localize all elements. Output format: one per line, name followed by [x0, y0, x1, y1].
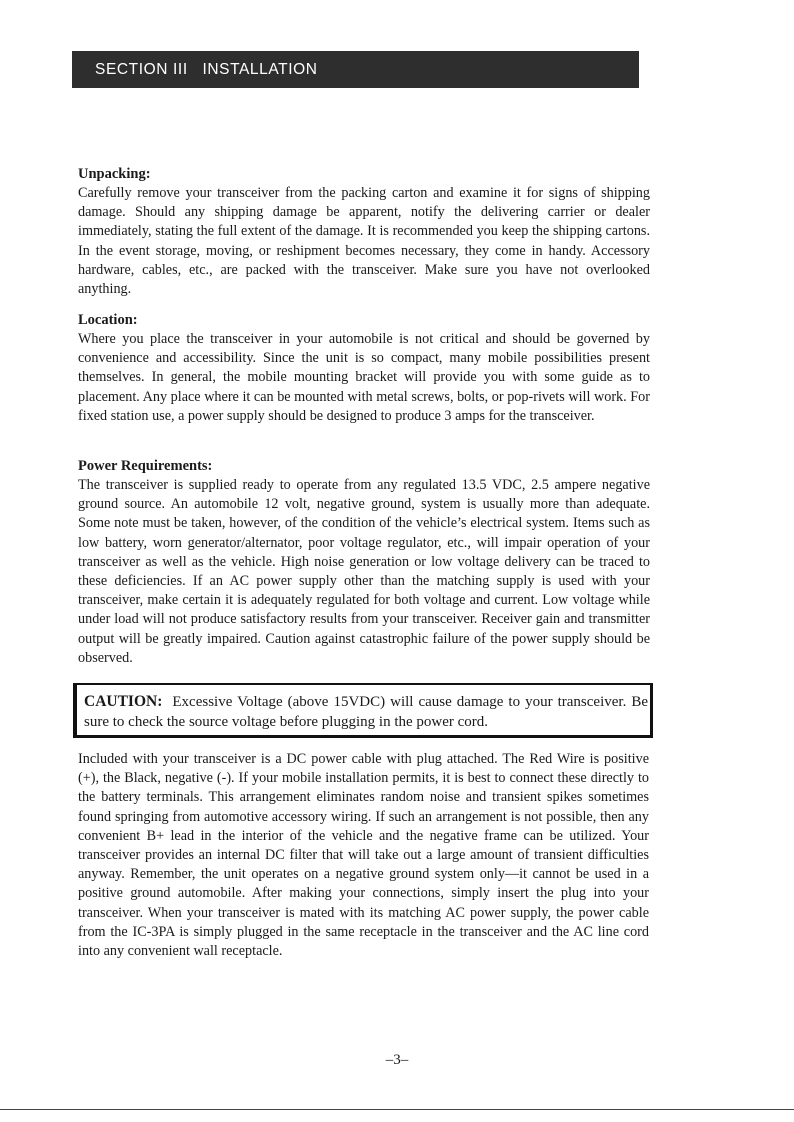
- unpacking-paragraph: Carefully remove your transceiver from the packing carton and examine it for signs of shipping damage. Should any shipping damage be apparent, notify the delivering carrier or dealer immediately, stating the full extent of the damage. It is recommended you keep the shipping cartons. In the event storage, moving, or reshipment becomes necessary, they come in handy. Accessory hardware, cables, etc., are packed with the transceiver. Make sure you have not overlooked anything.: [78, 185, 650, 298]
- location-heading: Location:: [78, 312, 138, 328]
- unpacking-section: [78, 165, 650, 299]
- bottom-divider: [0, 1109, 794, 1110]
- power-requirements-heading: Power Requirements:: [78, 458, 213, 474]
- caution-paragraph: [84, 692, 648, 732]
- caution-box: [73, 683, 653, 738]
- caution-label: CAUTION:: [84, 693, 163, 710]
- dc-cable-section: [78, 750, 649, 961]
- location-paragraph: Where you place the transceiver in your automobile is not critical and should be governed by convenience and accessibility. Since the unit is so compact, many mobile possibilities present themselves. In general, the mobile mounting bracket will provide you with some guide as to placement. Any place where it can be mounted with metal screws, bolts, or pop-rivets will work. For fixed station use, a power supply should be designed to produce 3 amps for the transceiver.: [78, 331, 650, 424]
- caution-text: Excessive Voltage (above 15VDC) will cause damage to your transceiver. Be sure to check the source voltage before plugging in the power cord.: [84, 694, 648, 730]
- section-title: SECTION III INSTALLATION: [95, 60, 318, 78]
- page-number: –3–: [385, 1052, 409, 1068]
- section-header-banner: [72, 51, 639, 88]
- unpacking-heading: Unpacking:: [78, 166, 151, 182]
- power-requirements-paragraph: The transceiver is supplied ready to operate from any regulated 13.5 VDC, 2.5 ampere negative ground source. An automobile 12 volt, negative ground, system is usually more than adequate. Some note must be taken, however, of the condition of the vehicle’s electrical system. Items such as low battery, worn generator/alternator, poor voltage regulator, etc., will impair operation of your transceiver as well as the vehicle. High noise generation or low voltage delivery can be traced to these deficiencies. If an AC power supply other than the matching supply is used with your transceiver, make certain it is adequately regulated for both voltage and current. Low voltage while under load will not produce satisfactory results from your transceiver. Receiver gain and transmitter output will be greatly impaired. Caution against catastrophic failure of the power supply should be observed.: [78, 477, 650, 666]
- power-requirements-section: [78, 457, 650, 668]
- location-section: [78, 311, 650, 426]
- dc-cable-paragraph: Included with your transceiver is a DC power cable with plug attached. The Red Wire is positive (+), the Black, negative (-). If your mobile installation permits, it is best to connect these directly to the battery terminals. This arrangement eliminates random noise and transient spikes sometimes found springing from automotive accessory wiring. If such an arrangement is not possible, then any convenient B+ lead in the interior of the vehicle and the negative frame can be utilized. Your transceiver provides an internal DC filter that will take out a large amount of transient difficulties anyway. Remember, the unit operates on a negative ground system only—it cannot be used in a positive ground automobile. After making your connections, simply insert the plug into your transceiver. When your transceiver is mated with its matching AC power supply, the power cable from the IC-3PA is simply plugged in the same receptacle in the transceiver and the AC line cord into any convenient wall receptacle.: [78, 751, 649, 960]
